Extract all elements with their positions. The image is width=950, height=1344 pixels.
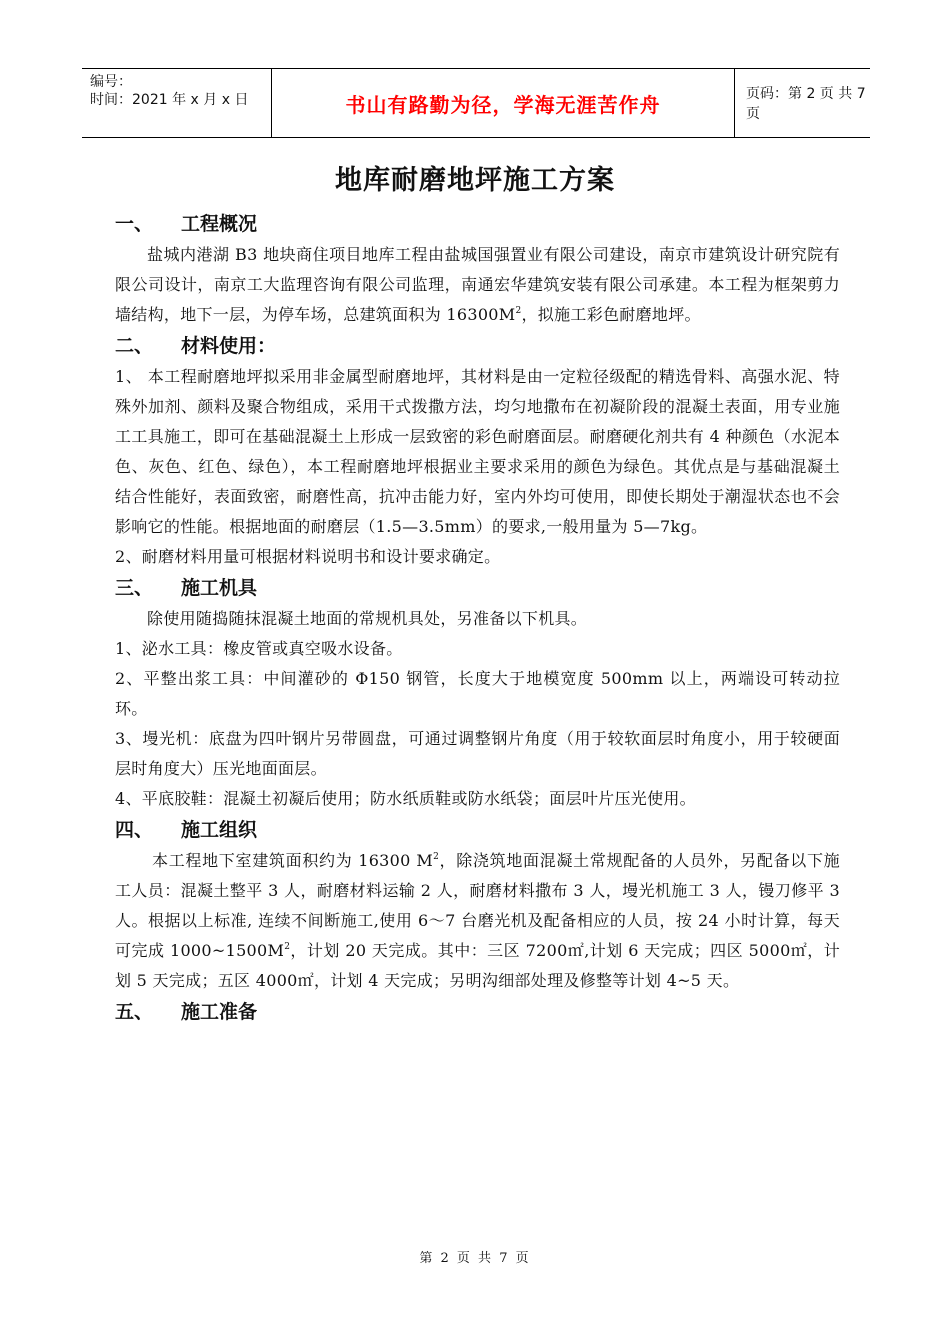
header-motto: 书山有路勤为径，学海无涯苦作舟 [272,69,735,137]
organization-text: 本工程地下室建筑面积约为 16300 M [152,851,434,870]
section-heading-3 [115,572,840,604]
header-page-code: 页码：第 2 页 共 7 页 [746,86,866,122]
section-number: 一、 [115,213,154,235]
section-title: 施工组织 [181,819,258,841]
paragraph-tools-1: 1、泌水工具：橡皮管或真空吸水设备。 [115,639,403,658]
paragraph-tools-4: 4、平底胶鞋：混凝土初凝后使用；防水纸质鞋或防水纸袋；面层叶片压光使用。 [115,789,696,808]
header-table [82,68,870,138]
doc-number-label: 编号： [90,74,132,90]
organization-text-mid: ，除浇筑地面混凝土常规配备的人员外，另配备以下施工人员：混凝土整平 3 人，耐磨材料运输 2 人，耐磨材料撒布 3 人，墁光机施工 3 人，镘刀修平 3 人。根据以上标准, 连续不间断施工,使用 6～7 台磨光机及配备相应的人员，按 24 小时计算，每天可完成 1000~1500M [115,851,840,960]
paragraph-material-1: 1、 本工程耐磨地坪拟采用非金属型耐磨地坪，其材料是由一定粒径级配的精选骨料、高强水泥、特殊外加剂、颜料及聚合物组成，采用干式拨撒方法，均匀地撒布在初凝阶段的混凝土表面，用专业施工工具施工，即可在基础混凝土上形成一层致密的彩色耐磨面层。耐磨硬化剂共有 4 种颜色（水泥本色、灰色、红色、绿色），本工程耐磨地坪根据业主要求采用的颜色为绿色。其优点是与基础混凝土结合性能好，表面致密，耐磨性高，抗冲击能力好，室内外均可使用，即使长期处于潮湿状态也不会影响它的性能。根据地面的耐磨层（1.5—3.5mm）的要求,一般用量为 5—7kg。 [115,367,840,536]
section-title: 施工准备 [181,1001,258,1023]
paragraph-tools-intro: 除使用随捣随抹混凝土地面的常规机具处，另准备以下机具。 [147,609,588,628]
document-title: 地库耐磨地坪施工方案 [335,165,615,196]
section-title: 材料使用： [181,335,277,357]
overview-text-tail: ，拟施工彩色耐磨地坪。 [521,305,701,324]
section-number: 三、 [115,577,154,599]
document-body [115,208,840,1028]
header-meta [82,69,272,137]
paragraph-tools-2: 2、平整出浆工具：中间灌砂的 Φ150 钢管，长度大于地模宽度 500mm 以上，两端设可转动拉环。 [115,669,840,718]
section-number: 五、 [115,1001,154,1023]
superscript: 2 [433,852,440,862]
section-title: 工程概况 [181,213,258,235]
organization-text-tail: ，计划 20 天完成。其中：三区 7200㎡,计划 6 天完成；四区 5000㎡，计划 5 天完成；五区 4000㎡，计划 4 天完成；另明沟细部处理及修整等计划 4~5 天。 [115,941,841,990]
section-title: 施工机具 [181,577,258,599]
section-number: 二、 [115,335,154,357]
section-number: 四、 [115,819,154,841]
section-heading-2 [115,330,840,362]
doc-date: 时间：2021 年 x 月 x 日 [90,92,249,108]
paragraph-overview [115,240,840,330]
paragraph-organization [115,846,840,996]
section-heading-1 [115,208,840,240]
superscript: 2 [284,942,291,952]
overview-text: 盐城内港湖 B3 地块商住项目地库工程由盐城国强置业有限公司建设，南京市建筑设计研究院有限公司设计，南京工大监理咨询有限公司监理，南通宏华建筑安装有限公司承建。本工程为框架剪力墙结构，地下一层，为停车场，总建筑面积为 16300M [115,245,840,324]
section-heading-5 [115,996,840,1028]
page-footer: 第 2 页 共 7 页 [419,1251,531,1266]
section-heading-4 [115,814,840,846]
paragraph-material-2: 2、耐磨材料用量可根据材料说明书和设计要求确定。 [115,547,501,566]
superscript: 2 [515,306,522,316]
paragraph-tools-3: 3、墁光机：底盘为四叶钢片另带圆盘，可通过调整钢片角度（用于较软面层时角度小，用于较硬面层时角度大）压光地面面层。 [115,729,840,778]
